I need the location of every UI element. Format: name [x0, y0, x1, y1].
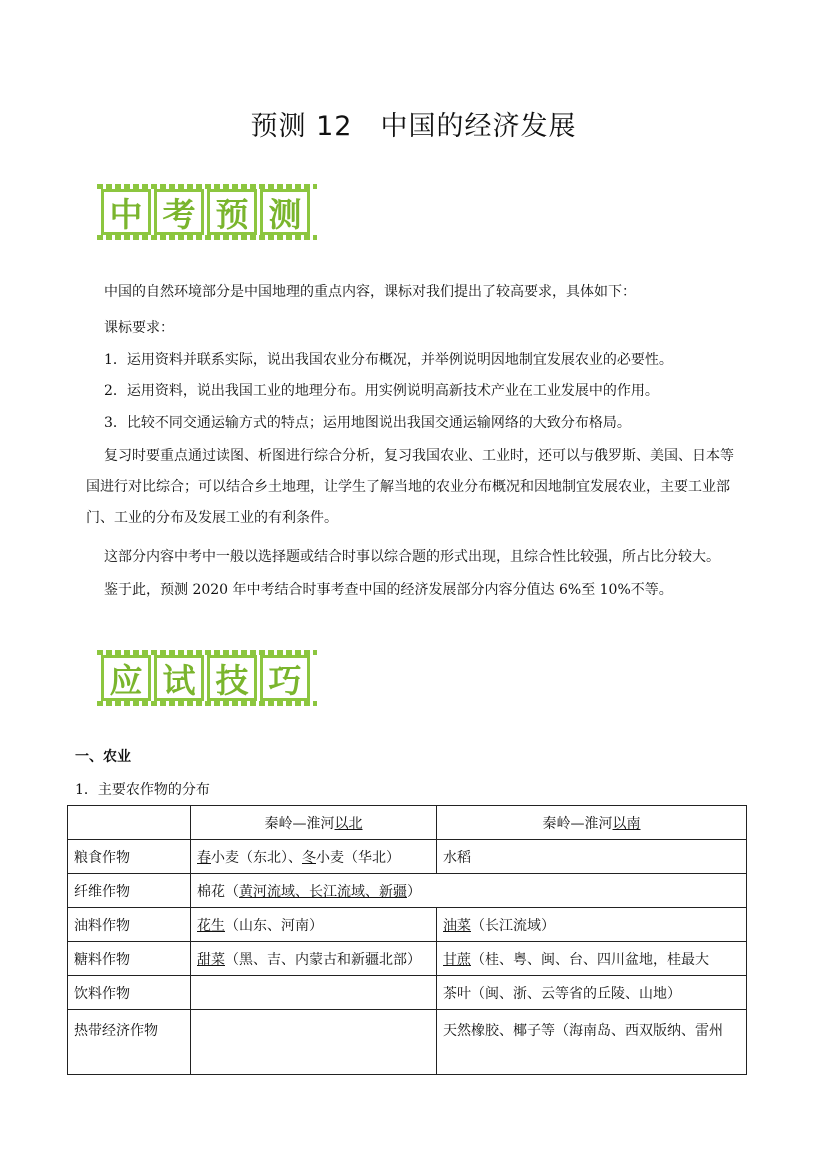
row-label: 纤维作物	[68, 874, 191, 908]
requirement-item: 1．运用资料并联系实际，说出我国农业分布概况，并举例说明因地制宜发展农业的必要性。	[104, 352, 673, 368]
banner-strip	[97, 184, 317, 189]
row-label: 热带经济作物	[68, 1010, 191, 1075]
south-cell: 甘蔗（桂、粤、闽、台、四川盆地，桂最大	[437, 942, 747, 976]
table-row	[68, 874, 747, 908]
banner-strip	[97, 235, 317, 240]
banner-char: 预	[207, 189, 257, 235]
crop-distribution-table	[67, 805, 747, 1075]
requirement-item: 3．比较不同交通运输方式的特点；运用地图说出我国交通运输网络的大致分布格局。	[104, 415, 631, 431]
exam-paragraph: 这部分内容中考中一般以选择题或结合时事以综合题的形式出现，且综合性比较强，所占比分较大。	[104, 549, 720, 565]
banner-exam-skills	[97, 653, 317, 703]
banner-char: 技	[207, 655, 257, 701]
banner-char: 应	[101, 655, 151, 701]
north-cell: 春小麦（东北）、冬小麦（华北）	[191, 840, 437, 874]
header-south: 秦岭—淮河以南	[437, 806, 747, 840]
north-cell	[191, 1010, 437, 1075]
header-north: 秦岭—淮河以北	[191, 806, 437, 840]
banner-char: 测	[260, 189, 310, 235]
table-row	[68, 908, 747, 942]
requirement-item: 2．运用资料，说出我国工业的地理分布。用实例说明高新技术产业在工业发展中的作用。	[104, 383, 659, 399]
banner-strip	[97, 701, 317, 706]
table-row	[68, 976, 747, 1010]
table-row	[68, 942, 747, 976]
intro-paragraph: 课标要求：	[104, 320, 174, 336]
merged-cell: 棉花（黄河流域、长江流域、新疆）	[191, 874, 747, 908]
row-label: 油料作物	[68, 908, 191, 942]
banner-strip	[97, 650, 317, 655]
north-cell	[191, 976, 437, 1010]
row-label: 饮料作物	[68, 976, 191, 1010]
banner-exam-forecast	[97, 187, 317, 237]
header-cell	[68, 806, 191, 840]
subsection-heading: 1．主要农作物的分布	[75, 782, 210, 798]
south-cell: 茶叶（闽、浙、云等省的丘陵、山地）	[437, 976, 747, 1010]
banner-char: 中	[101, 189, 151, 235]
intro-paragraph: 中国的自然环境部分是中国地理的重点内容，课标对我们提出了较高要求，具体如下：	[104, 284, 636, 300]
section-heading: 一、农业	[75, 749, 131, 765]
page-title: 预测 12 中国的经济发展	[250, 111, 577, 142]
review-paragraph: 复习时要重点通过读图、析图进行综合分析，复习我国农业、工业时，还可以与俄罗斯、美国、日本等国进行对比综合；可以结合乡土地理，让学生了解当地的农业分布概况和因地制宜发展农业，主要工业部门、工业的分布及发展工业的有利条件。	[86, 448, 734, 526]
row-label: 糖料作物	[68, 942, 191, 976]
table-row	[68, 1010, 747, 1075]
south-cell: 油菜（长江流域）	[437, 908, 747, 942]
north-cell: 花生（山东、河南）	[191, 908, 437, 942]
table-row	[68, 840, 747, 874]
north-cell: 甜菜（黑、吉、内蒙古和新疆北部）	[191, 942, 437, 976]
table-header-row	[68, 806, 747, 840]
banner-char: 考	[154, 189, 204, 235]
forecast-paragraph: 鉴于此，预测 2020 年中考结合时事考查中国的经济发展部分内容分值达 6%至 10%不等。	[104, 582, 673, 598]
banner-char: 巧	[260, 655, 310, 701]
south-cell: 天然橡胶、椰子等（海南岛、西双版纳、雷州	[437, 1010, 747, 1075]
south-cell: 水稻	[437, 840, 747, 874]
banner-char: 试	[154, 655, 204, 701]
row-label: 粮食作物	[68, 840, 191, 874]
